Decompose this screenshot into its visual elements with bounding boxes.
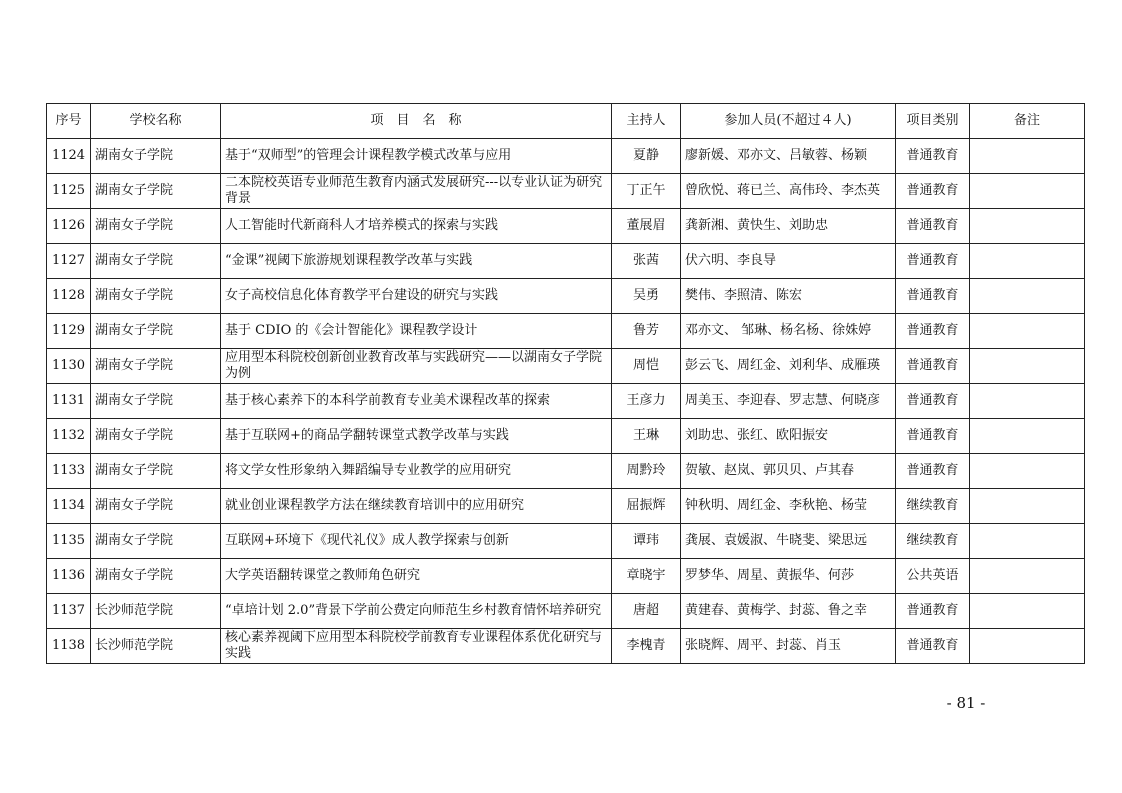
cell-school: 湖南女子学院 — [91, 524, 221, 559]
table-row — [47, 314, 1085, 349]
cell-project: 核心素养视阈下应用型本科院校学前教育专业课程体系优化研究与实践 — [221, 629, 612, 664]
cell-remark — [970, 454, 1085, 489]
cell-category: 普通教育 — [896, 139, 970, 174]
cell-members: 刘助忠、张红、欧阳振安 — [681, 419, 896, 454]
header-school: 学校名称 — [91, 104, 221, 139]
cell-members: 曾欣悦、蒋已兰、高伟玲、李杰英 — [681, 174, 896, 209]
cell-school: 湖南女子学院 — [91, 279, 221, 314]
header-members: 参加人员(不超过４人) — [681, 104, 896, 139]
table-row — [47, 244, 1085, 279]
cell-num: 1134 — [47, 489, 91, 524]
cell-remark — [970, 489, 1085, 524]
cell-category: 普通教育 — [896, 419, 970, 454]
table-row — [47, 489, 1085, 524]
cell-school: 长沙师范学院 — [91, 594, 221, 629]
cell-host: 夏静 — [612, 139, 681, 174]
cell-members: 彭云飞、周红金、刘利华、成雁瑛 — [681, 349, 896, 384]
cell-members: 张晓辉、周平、封蕊、肖玉 — [681, 629, 896, 664]
cell-school: 湖南女子学院 — [91, 174, 221, 209]
cell-num: 1138 — [47, 629, 91, 664]
cell-host: 王彦力 — [612, 384, 681, 419]
table-row — [47, 139, 1085, 174]
cell-host: 丁正午 — [612, 174, 681, 209]
cell-num: 1131 — [47, 384, 91, 419]
table-row — [47, 524, 1085, 559]
cell-project: 基于互联网+的商品学翻转课堂式教学改革与实践 — [221, 419, 612, 454]
cell-num: 1130 — [47, 349, 91, 384]
cell-project: 基于“双师型”的管理会计课程教学模式改革与应用 — [221, 139, 612, 174]
cell-host: 张茜 — [612, 244, 681, 279]
cell-project: “卓培计划 2.0”背景下学前公费定向师范生乡村教育情怀培养研究 — [221, 594, 612, 629]
table-row — [47, 629, 1085, 664]
cell-project: “金课”视阈下旅游规划课程教学改革与实践 — [221, 244, 612, 279]
cell-num: 1136 — [47, 559, 91, 594]
table-row — [47, 594, 1085, 629]
page-number: - 81 - — [946, 694, 986, 712]
cell-remark — [970, 559, 1085, 594]
cell-project: 应用型本科院校创新创业教育改革与实践研究——以湖南女子学院为例 — [221, 349, 612, 384]
cell-category: 普通教育 — [896, 209, 970, 244]
cell-school: 湖南女子学院 — [91, 384, 221, 419]
cell-members: 周美玉、李迎春、罗志慧、何晓彦 — [681, 384, 896, 419]
cell-remark — [970, 524, 1085, 559]
cell-project: 将文学女性形象纳入舞蹈编导专业教学的应用研究 — [221, 454, 612, 489]
cell-remark — [970, 419, 1085, 454]
cell-host: 李槐青 — [612, 629, 681, 664]
cell-remark — [970, 594, 1085, 629]
cell-num: 1126 — [47, 209, 91, 244]
cell-remark — [970, 629, 1085, 664]
cell-school: 湖南女子学院 — [91, 139, 221, 174]
cell-category: 公共英语 — [896, 559, 970, 594]
cell-num: 1128 — [47, 279, 91, 314]
cell-host: 吴勇 — [612, 279, 681, 314]
cell-category: 普通教育 — [896, 314, 970, 349]
cell-school: 湖南女子学院 — [91, 454, 221, 489]
cell-remark — [970, 244, 1085, 279]
cell-remark — [970, 314, 1085, 349]
cell-category: 普通教育 — [896, 384, 970, 419]
header-remark: 备注 — [970, 104, 1085, 139]
table-header-row — [47, 104, 1085, 139]
cell-num: 1124 — [47, 139, 91, 174]
cell-project: 大学英语翻转课堂之教师角色研究 — [221, 559, 612, 594]
cell-num: 1125 — [47, 174, 91, 209]
project-table — [46, 103, 1085, 664]
cell-school: 湖南女子学院 — [91, 209, 221, 244]
cell-remark — [970, 174, 1085, 209]
cell-remark — [970, 384, 1085, 419]
table-row — [47, 279, 1085, 314]
cell-members: 罗梦华、周星、黄振华、何莎 — [681, 559, 896, 594]
header-category: 项目类别 — [896, 104, 970, 139]
cell-members: 龚展、袁媛淑、牛晓斐、梁思远 — [681, 524, 896, 559]
table-row — [47, 349, 1085, 384]
cell-host: 章晓宇 — [612, 559, 681, 594]
cell-school: 湖南女子学院 — [91, 314, 221, 349]
cell-school: 湖南女子学院 — [91, 489, 221, 524]
project-table-container — [46, 103, 1084, 664]
cell-category: 普通教育 — [896, 629, 970, 664]
cell-members: 钟秋明、周红金、李秋艳、杨莹 — [681, 489, 896, 524]
cell-host: 王琳 — [612, 419, 681, 454]
cell-category: 普通教育 — [896, 454, 970, 489]
cell-project: 就业创业课程教学方法在继续教育培训中的应用研究 — [221, 489, 612, 524]
cell-school: 湖南女子学院 — [91, 244, 221, 279]
cell-host: 董展眉 — [612, 209, 681, 244]
table-row — [47, 384, 1085, 419]
cell-members: 伏六明、李良导 — [681, 244, 896, 279]
table-row — [47, 174, 1085, 209]
cell-host: 谭玮 — [612, 524, 681, 559]
cell-remark — [970, 209, 1085, 244]
cell-category: 普通教育 — [896, 594, 970, 629]
table-row — [47, 419, 1085, 454]
cell-host: 周黔玲 — [612, 454, 681, 489]
cell-project: 基于核心素养下的本科学前教育专业美术课程改革的探索 — [221, 384, 612, 419]
cell-num: 1132 — [47, 419, 91, 454]
cell-num: 1135 — [47, 524, 91, 559]
table-row — [47, 454, 1085, 489]
cell-project: 人工智能时代新商科人才培养模式的探索与实践 — [221, 209, 612, 244]
cell-school: 湖南女子学院 — [91, 349, 221, 384]
cell-members: 贺敏、赵岚、郭贝贝、卢其春 — [681, 454, 896, 489]
cell-category: 普通教育 — [896, 349, 970, 384]
cell-category: 继续教育 — [896, 524, 970, 559]
cell-num: 1129 — [47, 314, 91, 349]
cell-members: 龚新湘、黄快生、刘助忠 — [681, 209, 896, 244]
table-row — [47, 559, 1085, 594]
cell-school: 长沙师范学院 — [91, 629, 221, 664]
cell-category: 普通教育 — [896, 279, 970, 314]
cell-host: 唐超 — [612, 594, 681, 629]
cell-host: 鲁芳 — [612, 314, 681, 349]
cell-num: 1127 — [47, 244, 91, 279]
cell-remark — [970, 139, 1085, 174]
cell-category: 继续教育 — [896, 489, 970, 524]
cell-members: 樊伟、李照清、陈宏 — [681, 279, 896, 314]
cell-remark — [970, 279, 1085, 314]
cell-project: 基于 CDIO 的《会计智能化》课程教学设计 — [221, 314, 612, 349]
table-row — [47, 209, 1085, 244]
header-host: 主持人 — [612, 104, 681, 139]
cell-project: 女子高校信息化体育教学平台建设的研究与实践 — [221, 279, 612, 314]
cell-members: 廖新媛、邓亦文、吕敏蓉、杨颖 — [681, 139, 896, 174]
cell-members: 黄建春、黄梅学、封蕊、鲁之幸 — [681, 594, 896, 629]
cell-category: 普通教育 — [896, 174, 970, 209]
cell-host: 屈振辉 — [612, 489, 681, 524]
cell-category: 普通教育 — [896, 244, 970, 279]
cell-school: 湖南女子学院 — [91, 419, 221, 454]
cell-num: 1133 — [47, 454, 91, 489]
header-num: 序号 — [47, 104, 91, 139]
cell-project: 二本院校英语专业师范生教育内涵式发展研究---以专业认证为研究背景 — [221, 174, 612, 209]
cell-host: 周恺 — [612, 349, 681, 384]
cell-members: 邓亦文、 邹琳、杨名杨、徐姝婷 — [681, 314, 896, 349]
cell-school: 湖南女子学院 — [91, 559, 221, 594]
header-project: 项 目 名 称 — [221, 104, 612, 139]
cell-remark — [970, 349, 1085, 384]
cell-project: 互联网+环境下《现代礼仪》成人教学探索与创新 — [221, 524, 612, 559]
cell-num: 1137 — [47, 594, 91, 629]
